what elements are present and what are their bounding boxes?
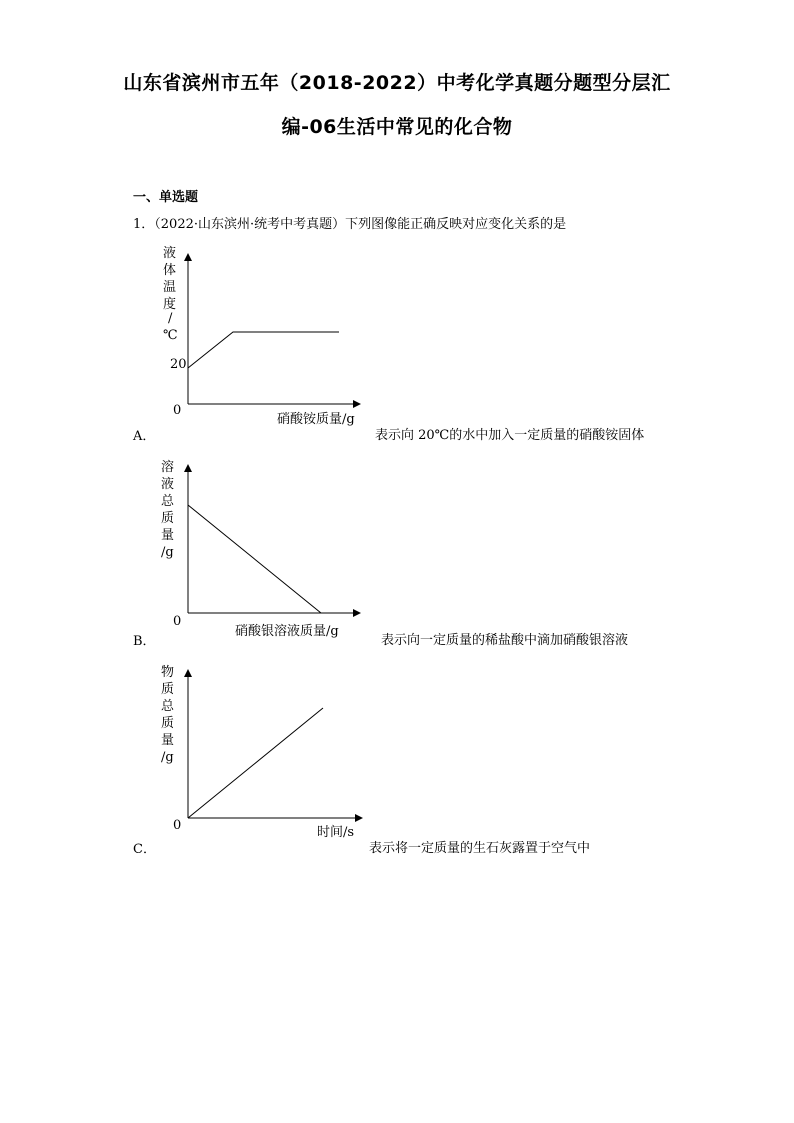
graph-c-curve: [188, 708, 323, 818]
graph-c-ylabel-6: /g: [161, 750, 174, 765]
document-title-line1: 山东省滨州市五年（2018-2022）中考化学真题分题型分层汇: [123, 72, 671, 94]
question-source: （2022·山东滨州·统考中考真题）: [154, 217, 346, 232]
graph-b-ylabel-1: 溶: [161, 460, 175, 475]
graph-c-ylabel-3: 总: [161, 699, 175, 714]
graph-a-origin: 0: [173, 403, 182, 418]
document-title-line2: 编-06生活中常见的化合物: [281, 116, 513, 138]
graph-b-ylabel-6: /g: [161, 545, 174, 560]
graph-b-origin: 0: [173, 614, 182, 629]
graph-b-ylabel-4: 质: [161, 511, 175, 526]
graph-a-ylabel-5: /: [168, 311, 173, 326]
graph-a-curve: [188, 332, 339, 368]
option-c-label: C．: [133, 842, 156, 857]
question-text: 下列图像能正确反映对应变化关系的是: [345, 217, 567, 232]
graph-c-origin: 0: [173, 818, 182, 833]
graph-c-ylabel-5: 量: [161, 733, 175, 748]
graph-a-y-tick: 20: [170, 357, 187, 372]
question-number: 1．: [133, 217, 155, 232]
graph-a-ylabel-2: 体: [163, 263, 177, 278]
graph-a: [150, 240, 370, 430]
graph-a-x-label: 硝酸铵质量/g: [277, 412, 355, 427]
graph-b: [150, 455, 370, 645]
graph-c-x-label: 时间/s: [317, 825, 355, 840]
graph-c-ylabel-2: 质: [161, 682, 175, 697]
option-b-description: 表示向一定质量的稀盐酸中滴加硝酸银溶液: [381, 633, 629, 648]
graph-b-ylabel-3: 总: [161, 494, 175, 509]
option-a-label: A．: [133, 429, 156, 444]
section-heading: 一、单选题: [133, 190, 199, 205]
graph-b-ylabel-2: 液: [161, 477, 175, 492]
graph-a-ylabel-6: ℃: [163, 328, 178, 343]
graph-a-ylabel-3: 温: [163, 280, 177, 295]
graph-c: [150, 658, 370, 848]
option-c-description: 表示将一定质量的生石灰露置于空气中: [369, 841, 591, 856]
graph-b-curve: [188, 505, 321, 613]
option-a-description: 表示向 20℃的水中加入一定质量的硝酸铵固体: [375, 428, 645, 443]
question-stem: [133, 213, 566, 232]
graph-a-ylabel-4: 度: [163, 297, 177, 312]
graph-c-ylabel-4: 质: [161, 716, 175, 731]
graph-a-ylabel-1: 液: [163, 246, 177, 261]
graph-b-x-label: 硝酸银溶液质量/g: [235, 624, 339, 639]
option-b-label: B．: [133, 634, 156, 649]
graph-b-ylabel-5: 量: [161, 528, 175, 543]
graph-c-ylabel-1: 物: [161, 665, 175, 680]
